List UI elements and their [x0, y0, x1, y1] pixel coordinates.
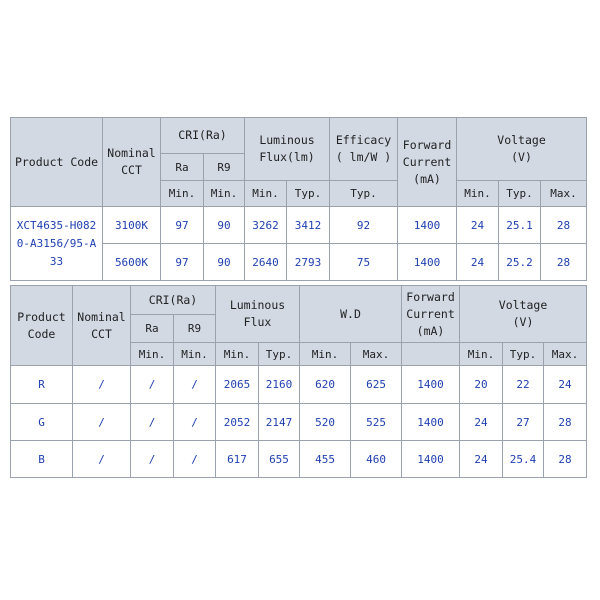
- r9-cell: /: [174, 441, 216, 478]
- wd-max-cell: 525: [351, 404, 402, 441]
- wd-max-cell: 625: [351, 366, 402, 404]
- cct-cell: /: [73, 441, 131, 478]
- header-min: Min.: [161, 181, 204, 207]
- ra-cell: 97: [161, 207, 204, 244]
- header-min: Min.: [131, 343, 174, 366]
- header-max: Max.: [541, 181, 587, 207]
- v-typ-cell: 27: [503, 404, 544, 441]
- v-min-cell: 24: [457, 207, 499, 244]
- current-cell: 1400: [402, 404, 460, 441]
- cct-cell: /: [73, 404, 131, 441]
- product-code-cell: G: [11, 404, 73, 441]
- wd-min-cell: 455: [300, 441, 351, 478]
- efficacy-cell: 75: [330, 244, 398, 281]
- header-typ: Typ.: [499, 181, 541, 207]
- flux-min-cell: 2052: [216, 404, 259, 441]
- table-row: [11, 404, 587, 441]
- ra-cell: 97: [161, 244, 204, 281]
- wd-max-cell: 460: [351, 441, 402, 478]
- header-wd: W.D: [300, 286, 402, 343]
- r9-cell: 90: [204, 207, 245, 244]
- current-cell: 1400: [402, 366, 460, 404]
- v-typ-cell: 22: [503, 366, 544, 404]
- header-forward-current: Forward Current (mA): [402, 286, 460, 343]
- header-max: Max.: [351, 343, 402, 366]
- v-min-cell: 20: [460, 366, 503, 404]
- header-cri: CRI(Ra): [161, 118, 245, 154]
- header-luminous-flux: Luminous Flux: [216, 286, 300, 343]
- v-min-cell: 24: [460, 441, 503, 478]
- flux-min-cell: 2065: [216, 366, 259, 404]
- header-voltage: Voltage (V): [457, 118, 587, 181]
- header-efficacy: Efficacy ( lm/W ): [330, 118, 398, 181]
- header-min: Min.: [457, 181, 499, 207]
- header-voltage: Voltage (V): [460, 286, 587, 343]
- table-row: [11, 366, 587, 404]
- header-min: Min.: [460, 343, 503, 366]
- header-nominal-cct: Nominal CCT: [103, 118, 161, 207]
- header-product-code: Product Code: [11, 118, 103, 207]
- header-min: Min.: [174, 343, 216, 366]
- header-ra: Ra: [161, 154, 204, 181]
- header-forward-current: Forward Current (mA): [398, 118, 457, 207]
- table-row: [11, 207, 587, 244]
- v-typ-cell: 25.2: [499, 244, 541, 281]
- r9-cell: 90: [204, 244, 245, 281]
- efficacy-cell: 92: [330, 207, 398, 244]
- r9-cell: /: [174, 366, 216, 404]
- cct-cell: /: [73, 366, 131, 404]
- header-luminous-flux: Luminous Flux(lm): [245, 118, 330, 181]
- flux-typ-cell: 2793: [287, 244, 330, 281]
- header-r9: R9: [174, 315, 216, 343]
- header-typ: Typ.: [330, 181, 398, 207]
- ra-cell: /: [131, 366, 174, 404]
- header-typ: Typ.: [259, 343, 300, 366]
- v-min-cell: 24: [460, 404, 503, 441]
- wd-min-cell: 620: [300, 366, 351, 404]
- header-empty: [402, 343, 460, 366]
- header-min: Min.: [216, 343, 259, 366]
- spec-table-cct: [10, 117, 587, 281]
- product-code-cell: XCT4635-H082 0-A3156/95-A 33: [11, 207, 103, 281]
- flux-typ-cell: 2160: [259, 366, 300, 404]
- r9-cell: /: [174, 404, 216, 441]
- v-min-cell: 24: [457, 244, 499, 281]
- header-product-code: Product Code: [11, 286, 73, 366]
- header-cri: CRI(Ra): [131, 286, 216, 315]
- flux-min-cell: 3262: [245, 207, 287, 244]
- v-max-cell: 28: [541, 244, 587, 281]
- v-max-cell: 28: [544, 404, 587, 441]
- v-typ-cell: 25.4: [503, 441, 544, 478]
- header-ra: Ra: [131, 315, 174, 343]
- flux-typ-cell: 3412: [287, 207, 330, 244]
- ra-cell: /: [131, 441, 174, 478]
- v-max-cell: 28: [544, 441, 587, 478]
- v-max-cell: 28: [541, 207, 587, 244]
- header-min: Min.: [300, 343, 351, 366]
- header-max: Max.: [544, 343, 587, 366]
- current-cell: 1400: [398, 207, 457, 244]
- table-row: [11, 441, 587, 478]
- current-cell: 1400: [398, 244, 457, 281]
- cct-cell: 5600K: [103, 244, 161, 281]
- header-min: Min.: [204, 181, 245, 207]
- current-cell: 1400: [402, 441, 460, 478]
- v-typ-cell: 25.1: [499, 207, 541, 244]
- spec-table-rgb: [10, 285, 587, 478]
- product-code-cell: R: [11, 366, 73, 404]
- header-typ: Typ.: [287, 181, 330, 207]
- flux-min-cell: 2640: [245, 244, 287, 281]
- product-code-cell: B: [11, 441, 73, 478]
- header-typ: Typ.: [503, 343, 544, 366]
- flux-typ-cell: 655: [259, 441, 300, 478]
- header-min: Min.: [245, 181, 287, 207]
- cct-cell: 3100K: [103, 207, 161, 244]
- header-nominal-cct: Nominal CCT: [73, 286, 131, 366]
- wd-min-cell: 520: [300, 404, 351, 441]
- flux-min-cell: 617: [216, 441, 259, 478]
- ra-cell: /: [131, 404, 174, 441]
- v-max-cell: 24: [544, 366, 587, 404]
- header-r9: R9: [204, 154, 245, 181]
- flux-typ-cell: 2147: [259, 404, 300, 441]
